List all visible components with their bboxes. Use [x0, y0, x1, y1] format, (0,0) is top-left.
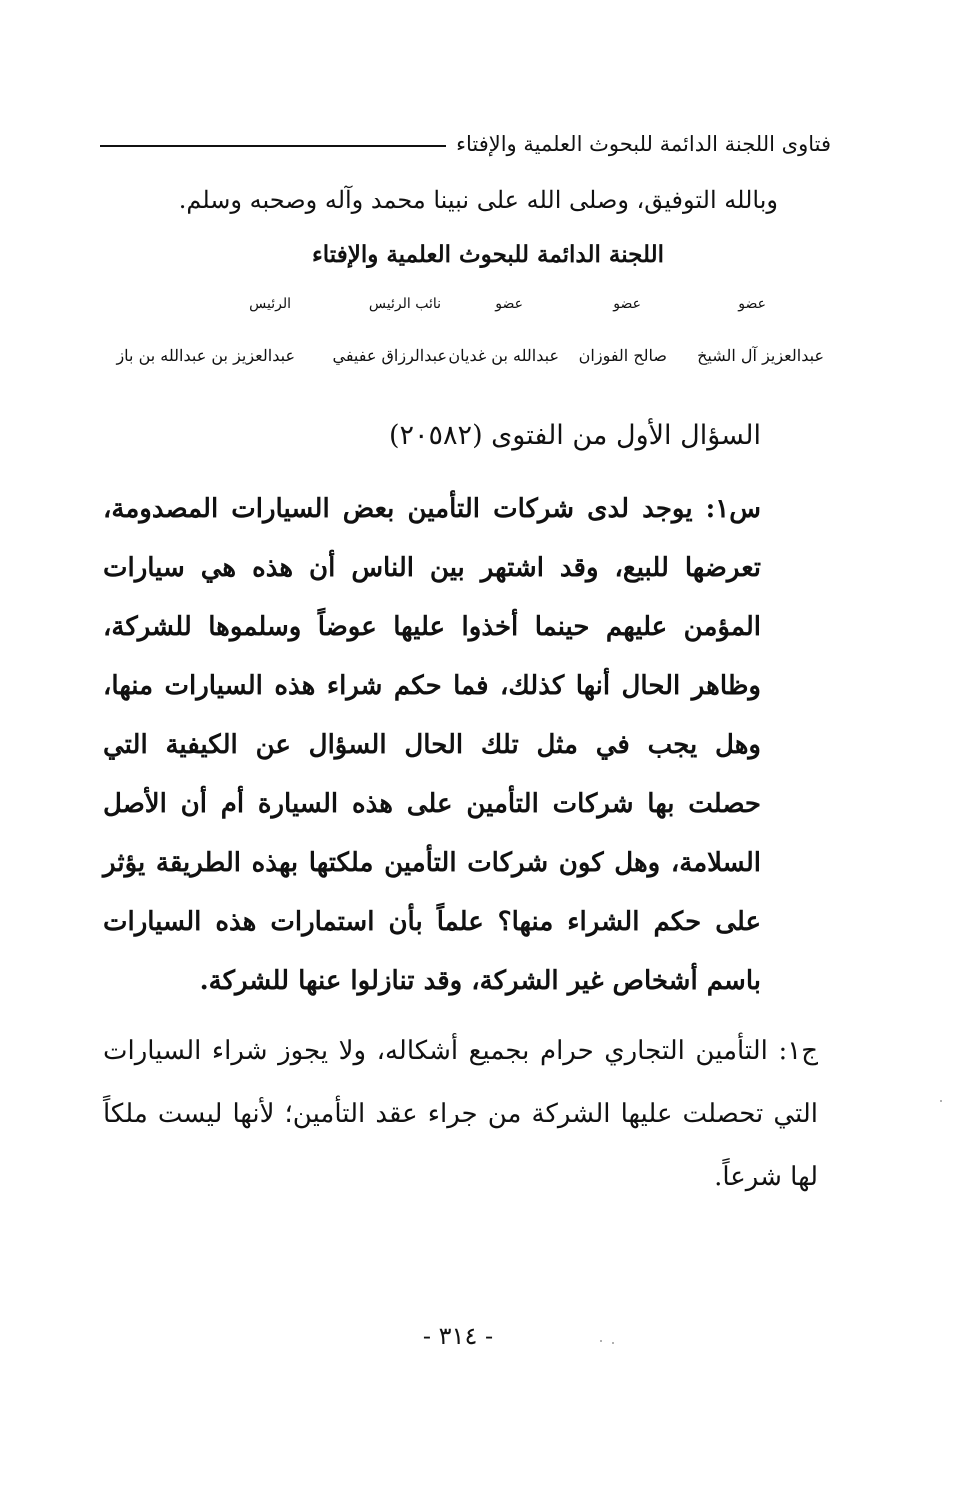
- committee-title: اللجنة الدائمة للبحوث العلمية والإفتاء: [311, 241, 665, 268]
- member-role: عضو: [738, 296, 766, 312]
- member-name: عبدالله بن غديان: [448, 346, 559, 365]
- member-name: عبدالعزيز بن عبدالله بن باز: [116, 346, 295, 365]
- closing-line: وبالله التوفيق، وصلى الله على نبينا محمد وآله وصحبه وسلم.: [178, 186, 778, 214]
- member-roles-row: [110, 296, 821, 326]
- member-role: الرئيس: [249, 296, 291, 312]
- member-name: عبدالعزيز آل الشيخ: [697, 346, 824, 365]
- page-number: - ٣١٤ -: [422, 1322, 494, 1350]
- member-names-row: [110, 346, 824, 376]
- member-role: عضو: [613, 296, 641, 312]
- member-role: عضو: [495, 296, 523, 312]
- question-text: س١: يوجد لدى شركات التأمين بعض السيارات المصدومة، تعرضها للبيع، وقد اشتهر بين الناس أن هذه هي سيارات المؤمن عليهم حينما أخذوا عليها عوضاً وسلموها للشركة، وظاهر الحال أنها كذلك، فما حكم شراء هذه السيارات منها، وهل يجب في مثل تلك الحال السؤال عن الكيفية التي حصلت بها شركات التأمين على هذه السيارة أم أن الأصل السلامة، وهل كون شركات التأمين ملكتها بهذه الطريقة يؤثر على حكم الشراء منها؟ علماً بأن استمارات هذه السيارات باسم أشخاص غير الشركة، وقد تنازلوا عنها للشركة.: [103, 494, 761, 996]
- answer-text: ج١: التأمين التجاري حرام بجميع أشكاله، ولا يجوز شراء السيارات التي تحصلت عليها الشركة من جراء عقد التأمين؛ لأنها ليست ملكاً لها شرعاً.: [103, 1036, 818, 1192]
- member-role: نائب الرئيس: [368, 296, 441, 312]
- question-heading: السؤال الأول من الفتوى (٢٠٥٨٢): [389, 420, 761, 451]
- member-name: عبدالرزاق عفيفي: [332, 346, 447, 365]
- header-rule: [100, 145, 446, 147]
- member-name: صالح الفوزان: [578, 346, 667, 365]
- running-header: [100, 126, 831, 162]
- scan-speck: [940, 1100, 942, 1102]
- scan-speck: [612, 1342, 614, 1344]
- scan-speck: [600, 1340, 602, 1342]
- header-title: فتاوى اللجنة الدائمة للبحوث العلمية والإفتاء: [456, 132, 831, 156]
